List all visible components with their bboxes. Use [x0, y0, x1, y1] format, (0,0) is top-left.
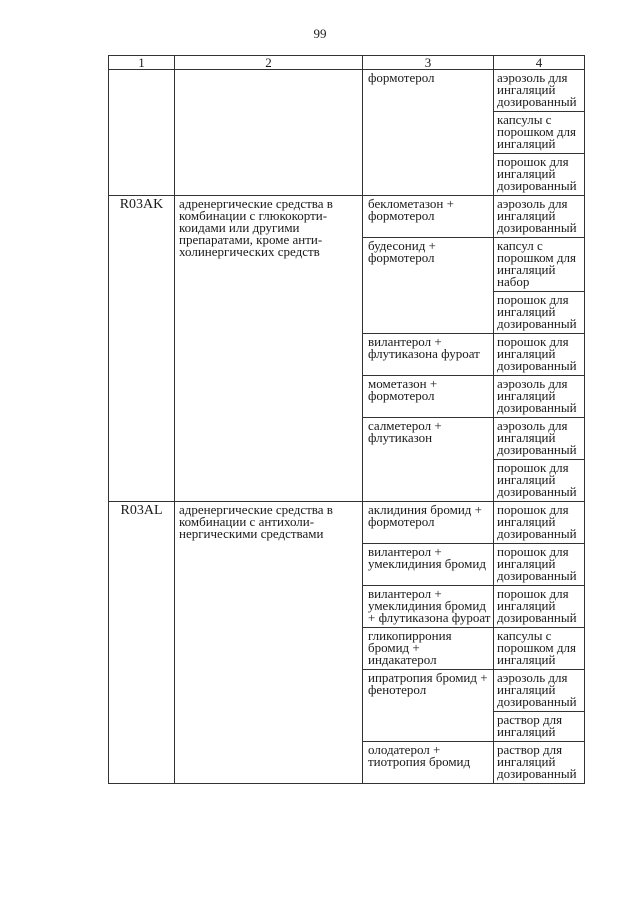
dosage-form: порошок для ингаляций дозированный: [494, 459, 584, 501]
drug-name: вилантерол + флутиказона фуроат: [368, 334, 480, 361]
drug-name: гликопиррония бромид + индакатерол: [368, 628, 452, 667]
drug-name: аклидиния бромид + формотерол: [368, 502, 482, 529]
drug-name: беклометазон + формотерол: [368, 196, 454, 223]
header-col-3: 3: [363, 56, 494, 70]
dosage-form: аэрозоль для ингаляций дозированный: [497, 376, 577, 415]
table-row: [109, 70, 585, 196]
dosage-form: раствор для ингаляций дозированный: [497, 742, 577, 781]
header-row: [109, 56, 585, 70]
atc-code-cell: [109, 502, 175, 784]
drug-name: салметерол + флутиказон: [368, 418, 442, 445]
table-row: [109, 196, 585, 238]
drug-name-cell: [363, 334, 494, 376]
group-description-cell: [175, 502, 363, 784]
drug-name-cell: [363, 196, 494, 238]
drug-name: формотерол: [368, 70, 435, 85]
table-row: [109, 502, 585, 544]
dosage-form: капсулы с порошком для ингаляций: [497, 628, 576, 667]
dosage-form: порошок для ингаляций дозированный: [497, 544, 577, 583]
group-description: адренергические средства в комбинации с глюкокорти-коидами или другими препаратами, кроме анти-холинергических средств: [179, 196, 333, 259]
drug-table: [108, 55, 585, 784]
dosage-forms-cell: [494, 544, 585, 586]
dosage-form: порошок для ингаляций дозированный: [497, 586, 577, 625]
dosage-form: порошок для ингаляций дозированный: [497, 334, 577, 373]
dosage-form: порошок для ингаляций дозированный: [494, 153, 584, 195]
drug-name: вилантерол + умеклидиния бромид + флутиказона фуроат: [368, 586, 491, 625]
drug-name-cell: [363, 586, 494, 628]
drug-name-cell: [363, 670, 494, 742]
drug-name-cell: [363, 742, 494, 784]
atc-code: R03AL: [120, 503, 163, 518]
drug-name-cell: [363, 418, 494, 502]
drug-name: мометазон + формотерол: [368, 376, 438, 403]
dosage-forms-cell: [494, 628, 585, 670]
dosage-forms-cell: [494, 196, 585, 238]
drug-name-cell: [363, 376, 494, 418]
drug-name: вилантерол + умеклидиния бромид: [368, 544, 486, 571]
group-description: адренергические средства в комбинации с антихоли-нергическими средствами: [179, 502, 333, 541]
dosage-form: порошок для ингаляций дозированный: [494, 291, 584, 333]
dosage-forms-cell: [494, 418, 585, 502]
dosage-forms-cell: [494, 502, 585, 544]
dosage-forms-cell: [494, 376, 585, 418]
atc-code-cell: [109, 196, 175, 502]
dosage-form: аэрозоль для ингаляций дозированный: [497, 670, 577, 709]
drug-name-cell: [363, 238, 494, 334]
atc-code: [109, 70, 174, 72]
drug-name-cell: [363, 502, 494, 544]
dosage-forms-cell: [494, 238, 585, 334]
atc-code: R03AK: [119, 197, 164, 212]
dosage-forms-cell: [494, 70, 585, 196]
dosage-form: капсулы с порошком для ингаляций: [494, 111, 584, 153]
dosage-form: аэрозоль для ингаляций дозированный: [497, 70, 577, 109]
group-description: [175, 70, 362, 72]
header-col-2: 2: [175, 56, 363, 70]
dosage-forms-cell: [494, 586, 585, 628]
dosage-form: аэрозоль для ингаляций дозированный: [497, 418, 577, 457]
drug-name-cell: [363, 70, 494, 196]
group-description-cell: [175, 196, 363, 502]
drug-name-cell: [363, 628, 494, 670]
dosage-form: капсул с порошком для ингаляций набор: [497, 238, 576, 289]
dosage-forms-cell: [494, 670, 585, 742]
group-description-cell: [175, 70, 363, 196]
dosage-forms-cell: [494, 334, 585, 376]
page-number: 99: [313, 26, 327, 41]
dosage-forms-cell: [494, 742, 585, 784]
drug-name: будесонид + формотерол: [368, 238, 436, 265]
drug-table-body: [109, 56, 585, 784]
drug-name: ипратропия бромид + фенотерол: [368, 670, 488, 697]
dosage-form: аэрозоль для ингаляций дозированный: [497, 196, 577, 235]
header-col-1: 1: [109, 56, 175, 70]
drug-name: олодатерол + тиотропия бромид: [368, 742, 471, 769]
atc-code-cell: [109, 70, 175, 196]
dosage-form: раствор для ингаляций: [494, 711, 584, 741]
dosage-form: порошок для ингаляций дозированный: [497, 502, 577, 541]
header-col-4: 4: [494, 56, 585, 70]
drug-name-cell: [363, 544, 494, 586]
